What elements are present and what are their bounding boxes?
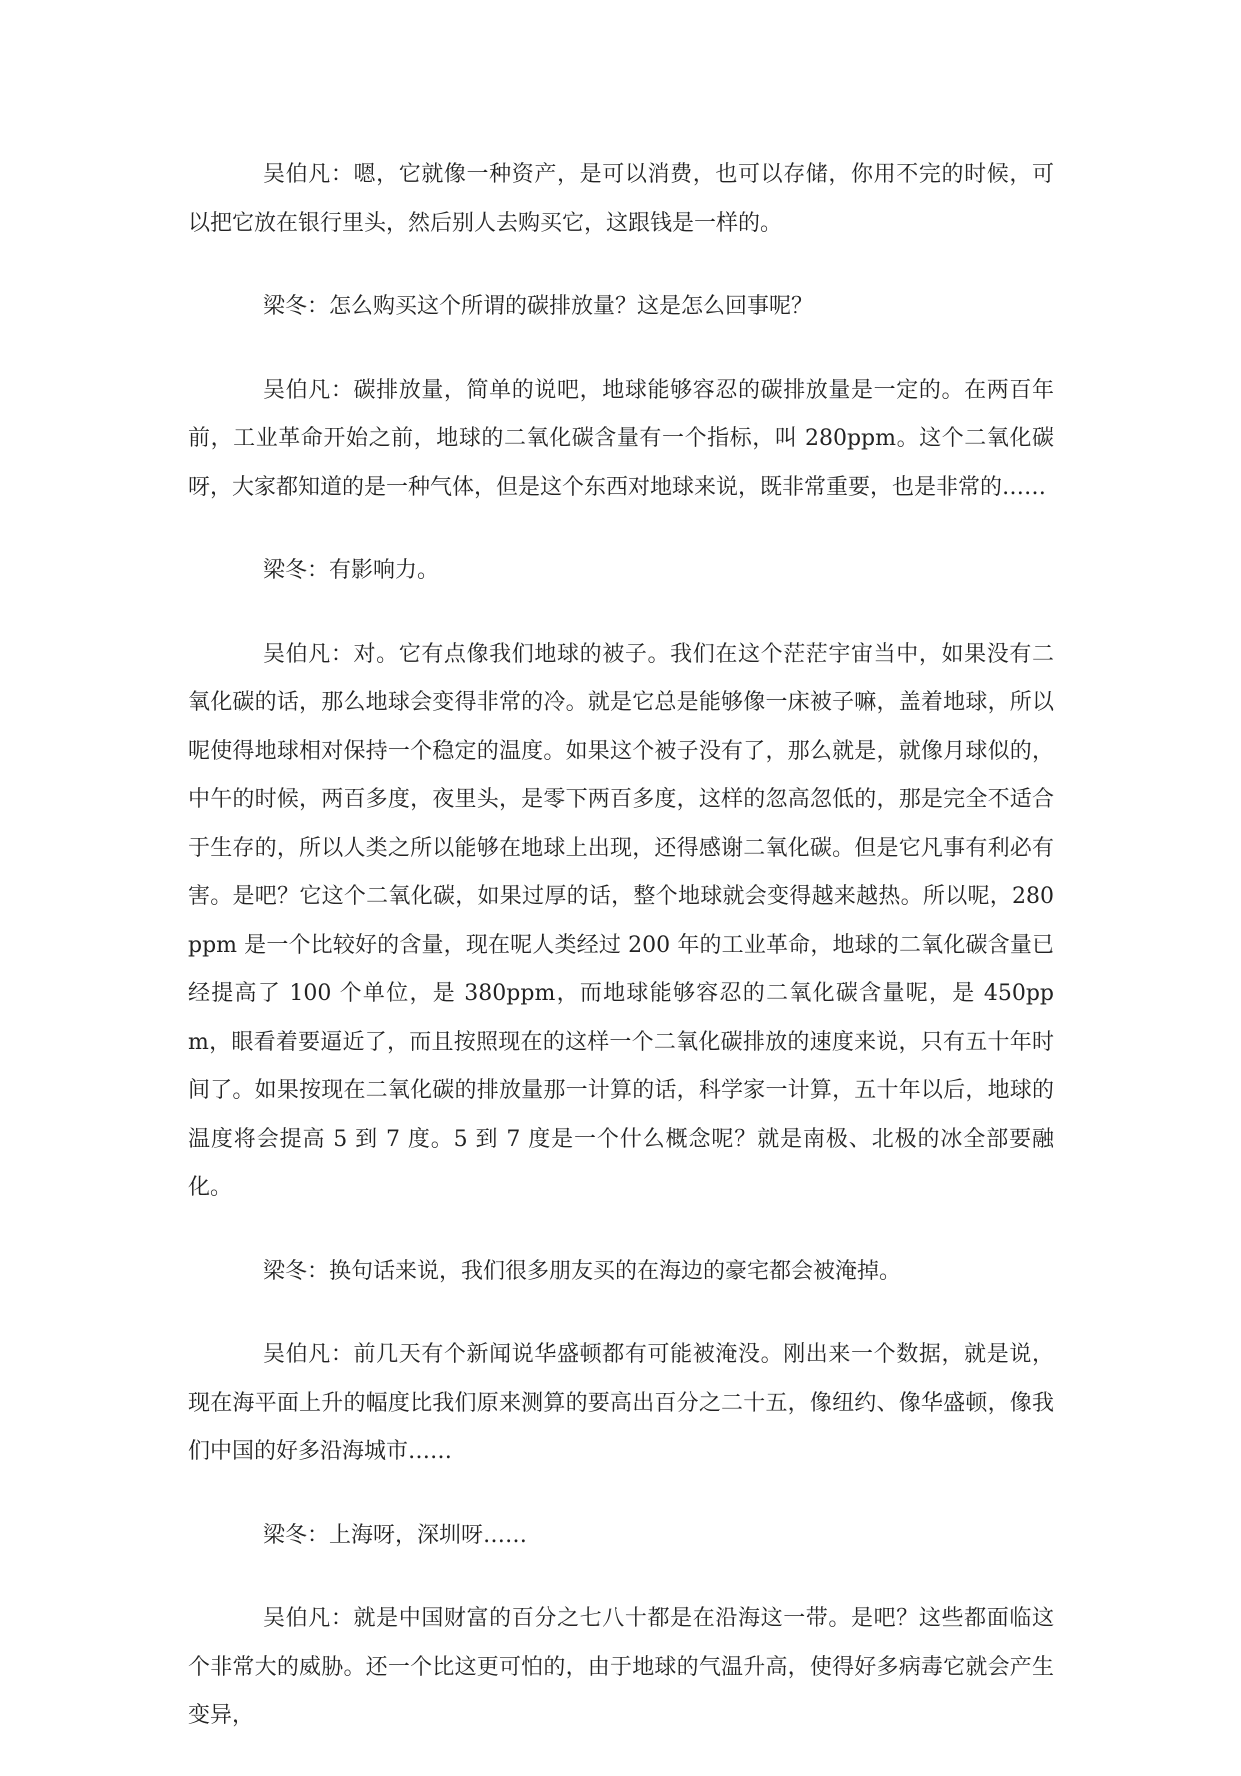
dialogue-paragraph	[188, 547, 1054, 596]
document-page	[188, 151, 1054, 1776]
dialogue-paragraph	[188, 1331, 1054, 1477]
speaker-name: 梁冬：	[263, 1258, 330, 1284]
speech-text: 对。它有点像我们地球的被子。我们在这个茫茫宇宙当中，如果没有二氧化碳的话，那么地球会变得非常的冷。就是它总是能够像一床被子嘛，盖着地球，所以呢使得地球相对保持一个稳定的温度。如果这个被子没有了，那么就是，就像月球似的，中午的时候，两百多度，夜里头，是零下两百多度，这样的忽高忽低的，那是完全不适合于生存的，所以人类之所以能够在地球上出现，还得感谢二氧化碳。但是它凡事有利必有害。是吧？它这个二氧化碳，如果过厚的话，整个地球就会变得越来越热。所以呢，280ppm 是一个比较好的含量，现在呢人类经过 200 年的工业革命，地球的二氧化碳含量已经提高了 100 个单位，是 380ppm，而地球能够容忍的二氧化碳含量呢，是 450ppm，眼看着要逼近了，而且按照现在的这样一个二氧化碳排放的速度来说，只有五十年时间了。如果按现在二氧化碳的排放量那一计算的话，科学家一计算，五十年以后，地球的温度将会提高 5 到 7 度。5 到 7 度是一个什么概念呢？就是南极、北极的冰全部要融化。	[188, 641, 1054, 1200]
speaker-name: 吴伯凡：	[263, 1606, 354, 1631]
speech-text: 有影响力。	[329, 558, 440, 583]
dialogue-paragraph	[188, 1512, 1054, 1561]
speech-text: 上海呀，深圳呀……	[329, 1522, 528, 1548]
speech-text: 怎么购买这个所谓的碳排放量？这是怎么回事呢？	[329, 294, 814, 319]
speaker-name: 吴伯凡：	[263, 377, 354, 403]
speaker-name: 梁冬：	[263, 1522, 330, 1548]
speaker-name: 梁冬：	[263, 294, 330, 319]
speaker-name: 吴伯凡：	[263, 641, 354, 667]
dialogue-paragraph	[188, 631, 1054, 1213]
speech-text: 碳排放量，简单的说吧，地球能够容忍的碳排放量是一定的。在两百年前，工业革命开始之前，地球的二氧化碳含量有一个指标，叫 280ppm。这个二氧化碳呀，大家都知道的是一种气体，但是这个东西对地球来说，既非常重要，也是非常的……	[188, 377, 1054, 500]
speech-text: 嗯，它就像一种资产，是可以消费，也可以存储，你用不完的时候，可以把它放在银行里头，然后别人去购买它，这跟钱是一样的。	[188, 162, 1054, 236]
dialogue-paragraph	[188, 283, 1054, 332]
speaker-name: 吴伯凡：	[263, 162, 354, 187]
dialogue-paragraph	[188, 1595, 1054, 1741]
dialogue-paragraph	[188, 151, 1054, 248]
speech-text: 换句话来说，我们很多朋友买的在海边的豪宅都会被淹掉。	[329, 1258, 902, 1284]
dialogue-paragraph	[188, 367, 1054, 513]
speaker-name: 梁冬：	[263, 558, 330, 583]
speech-text: 前几天有个新闻说华盛顿都有可能被淹没。刚出来一个数据，就是说，现在海平面上升的幅度比我们原来测算的要高出百分之二十五，像纽约、像华盛顿，像我们中国的好多沿海城市……	[188, 1342, 1054, 1464]
dialogue-paragraph	[188, 1248, 1054, 1297]
speech-text: 就是中国财富的百分之七八十都是在沿海这一带。是吧？这些都面临这个非常大的威胁。还一个比这更可怕的，由于地球的气温升高，使得好多病毒它就会产生变异，	[188, 1606, 1054, 1728]
speaker-name: 吴伯凡：	[263, 1342, 354, 1367]
